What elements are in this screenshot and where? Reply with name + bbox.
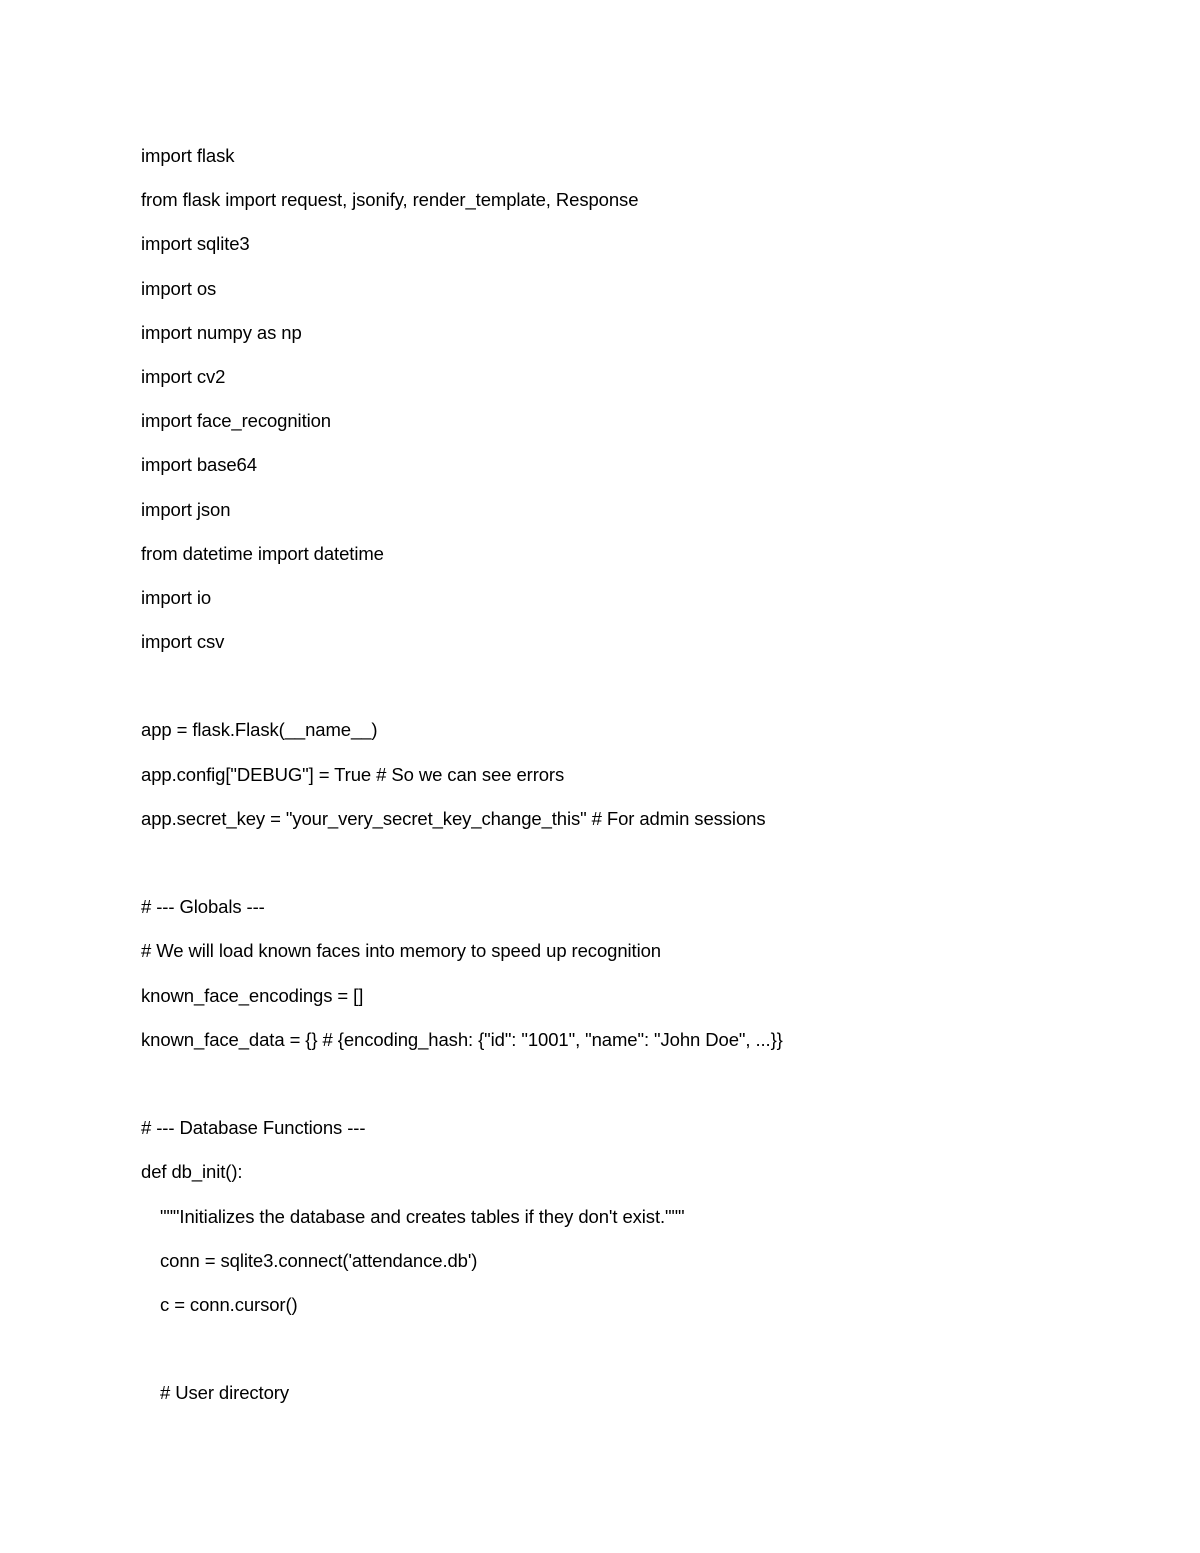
blank-line [141, 1071, 1121, 1115]
code-line: """Initializes the database and creates tables if they don't exist.""" [160, 1205, 685, 1227]
code-line: known_face_encodings = [] [141, 984, 364, 1006]
code-line: import json [141, 498, 231, 520]
blank-line [141, 673, 1121, 717]
code-line: app.config["DEBUG"] = True # So we can see errors [141, 763, 565, 785]
code-line: def db_init(): [141, 1161, 243, 1183]
code-line: # --- Database Functions --- [141, 1117, 366, 1139]
code-line: import sqlite3 [141, 233, 250, 255]
code-line: import base64 [141, 454, 257, 476]
code-line: # We will load known faces into memory to speed up recognition [141, 940, 661, 962]
code-line: import numpy as np [141, 321, 302, 343]
blank-line [141, 1336, 1121, 1380]
code-line: known_face_data = {} # {encoding_hash: {"id": "1001", "name": "John Doe", ...}} [141, 1028, 783, 1050]
code-line: # User directory [160, 1382, 289, 1404]
code-line: import face_recognition [141, 410, 331, 432]
code-line: import csv [141, 631, 225, 653]
code-line: import os [141, 277, 217, 299]
code-line: app.secret_key = "your_very_secret_key_change_this" # For admin sessions [141, 807, 766, 829]
code-line: # --- Globals --- [141, 896, 265, 918]
code-line: import io [141, 586, 212, 608]
code-line: c = conn.cursor() [160, 1293, 298, 1315]
blank-line [141, 850, 1121, 894]
code-text-block [141, 143, 1121, 1424]
code-line: conn = sqlite3.connect('attendance.db') [160, 1249, 478, 1271]
code-line: from flask import request, jsonify, render_template, Response [141, 189, 639, 211]
code-line: from datetime import datetime [141, 542, 384, 564]
code-line: import cv2 [141, 365, 226, 387]
code-line: app = flask.Flask(__name__) [141, 719, 378, 741]
code-line: import flask [141, 145, 235, 166]
